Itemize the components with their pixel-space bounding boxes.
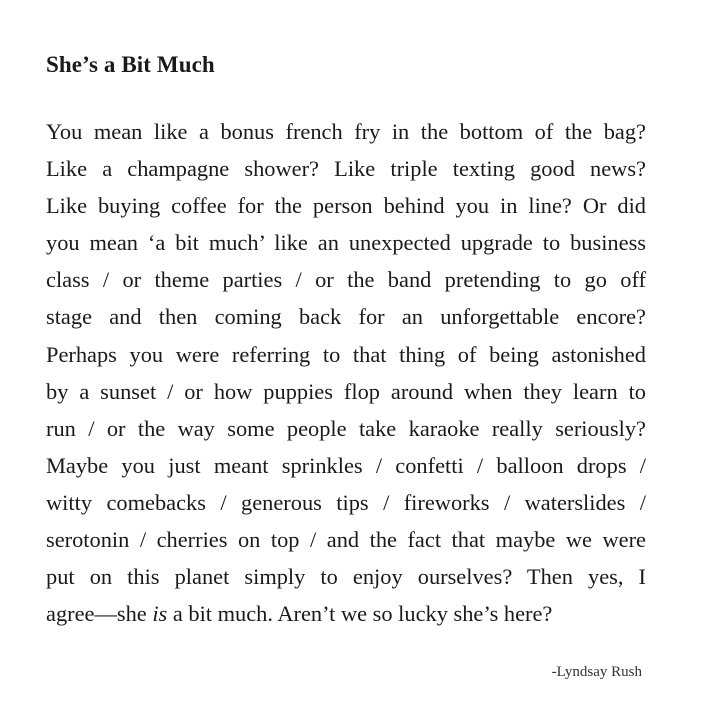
emphasis-word: is bbox=[152, 601, 168, 627]
poem-line: Like buying coffee for the person behind you in line? Or did bbox=[46, 193, 646, 219]
poem-line: put on this planet simply to enjoy ourselves? Then yes, I bbox=[46, 564, 646, 590]
poem-body bbox=[46, 113, 646, 632]
poem-title: She’s a Bit Much bbox=[46, 52, 215, 77]
poem-line: You mean like a bonus french fry in the bottom of the bag? bbox=[46, 119, 646, 144]
poem-line: run / or the way some people take karaoke really seriously? bbox=[46, 415, 646, 441]
last-line-before: agree—she bbox=[46, 601, 153, 627]
poem-line: stage and then coming back for an unforgettable encore? bbox=[46, 304, 646, 330]
poem-line: class / or theme parties / or the band pretending to go off bbox=[46, 267, 646, 293]
poem-line: Perhaps you were referring to that thing of being astonished bbox=[46, 341, 646, 367]
poem-last-line bbox=[46, 595, 646, 632]
poem-line: Maybe you just meant sprinkles / confetti / balloon drops / bbox=[46, 452, 646, 478]
poem-line: witty comebacks / generous tips / fireworks / waterslides / bbox=[46, 489, 646, 515]
author-credit: -Lyndsay Rush bbox=[551, 664, 642, 680]
poem-line: you mean ‘a bit much’ like an unexpected upgrade to business bbox=[46, 230, 646, 256]
poem-line: serotonin / cherries on top / and the fact that maybe we were bbox=[46, 527, 646, 553]
last-line-after: a bit much. Aren’t we so lucky she’s here? bbox=[167, 601, 553, 627]
poem-line: Like a champagne shower? Like triple texting good news? bbox=[46, 156, 646, 182]
poem-line: by a sunset / or how puppies flop around when they learn to bbox=[46, 378, 646, 404]
